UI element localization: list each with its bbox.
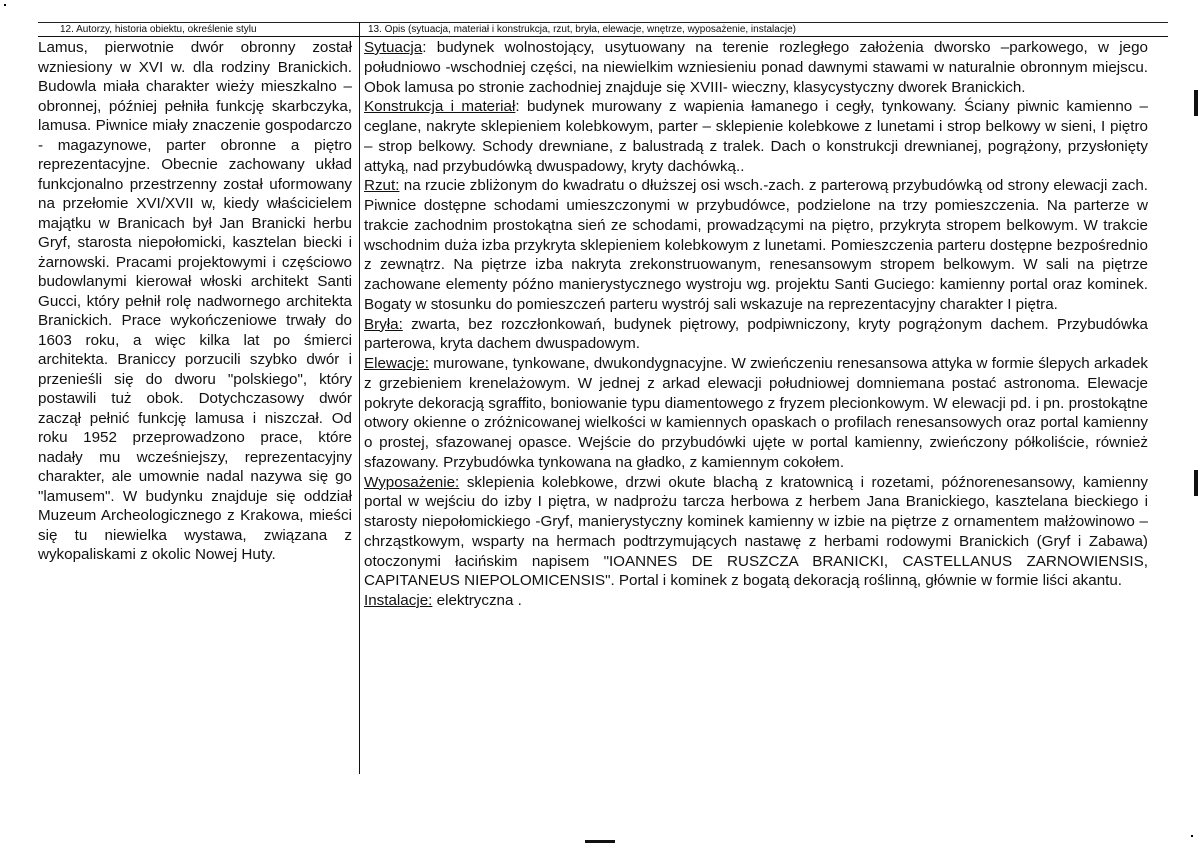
section-konstrukcja: Konstrukcja i materiał: budynek murowany z wapienia łamanego i cegły, tynkowany. Ściany piwnic kamienno –ceglane, nakryte sklepieniem kolebkowym, parter – sklepienie kolebkowe z lunetami i strop belkowy w sieni, I piętro – strop belkowy. Schody drewniane, z balustradą z tralek. Dach o konstrukcji drewnianej, pogrążony, przysłonięty attyką, nad przybudówką dwuspadowy, kryty dachówką..	[364, 98, 1148, 175]
section-text: budynek murowany z wapienia łamanego i cegły, tynkowany. Ściany piwnic kamienno –ceglane, nakryte sklepieniem kolebkowym, parter – sklepienie kolebkowe z lunetami i strop belkowy w sieni, I piętro – strop belkowy. Schody drewniane, z balustradą z tralek. Dach o konstrukcji drewnianej, pogrążony, przysłonięty attyką, nad przybudówką dwuspadowy, kryty dachówką..	[364, 98, 1148, 175]
scan-speck	[1191, 835, 1193, 837]
section-label: Konstrukcja i materiał	[364, 98, 516, 116]
section-label: Elewacje:	[364, 355, 429, 372]
history-text: Lamus, pierwotnie dwór obronny został wzniesiony w XVI w. dla rodziny Branickich. Budowla miała charakter wieży mieszkalno –obronnej, później pełniła funkcję skarbczyka, lamusa. Piwnice miały znaczenie gospodarczo - magazynowe, parter obronne a piętro reprezentacyjne. Obecnie zachowany układ funkcjonalno przestrzenny został uformowany na przełomie XVI/XVII w, kiedy właścicielem majątku w Branicach był Jan Branicki herbu Gryf, starosta niepołomicki, kasztelan biecki i żarnowski. Pracami projektowymi i częściowo budowlanymi kierował włoski architekt Santi Gucci, który pełnił rolę nadwornego architekta Branickich. Prace wykończeniowe trwały do 1603 roku, a więc kilka lat po śmierci architekta. Braniccy porzucili szybko dwór i przenieśli się do dworu "polskiego", który postawili tuż obok. Dotychczasowy dwór zaczął pełnić funkcję lamusa i niszczał. Od roku 1952 przeprowadzono prace, które nadały mu wcześniejszy, reprezentacyjny charakter, ale umownie nadal nazywa się go "lamusem". W budynku znajduje się oddział Muzeum Archeologicznego z Krakowa, mieści się tu niewielka wystawa, związana z wykopaliskami z okolic Nowej Huty.	[38, 39, 352, 563]
section-label: Bryła:	[364, 315, 403, 333]
section-label: Instalacje:	[364, 592, 433, 609]
section-text: na rzucie zbliżonym do kwadratu o dłuższej osi wsch.-zach. z parterową przybudówką od strony elewacji zach. Piwnice dostępne schodami umieszczonymi w przybudówce, podzielone na trzy pomieszczenia. Na parterze w trakcie zachodnim prostokątna sień ze schodami, prowadzącymi na piętro, przykryta stropem belkowym. W trakcie wschodnim duża izba przykryta sklepieniem kolebkowym z lunetami. Pomieszczenia parteru dostępne bezpośrednio z zewnątrz. Na piętrze izba nakryta zrekonstruowanym, renesansowym stropem belkowym. W sali na piętrze zachowane elementy późno manierystycznego wystroju wg. projektu Santi Guciego: kamienny portal oraz kominek. Bogaty w stosunku do pomieszczeń parteru wystrój sali wskazuje na reprezentacyjny charakter I piętra.	[364, 177, 1148, 313]
scan-speck	[4, 4, 6, 6]
history-column	[38, 38, 352, 565]
section-instalacje	[364, 591, 1148, 611]
header-rule	[38, 36, 1168, 37]
section-text: zwarta, bez rozczłonkowań, budynek piętrowy, podpiwniczony, kryty pogrążonym dachem. Przybudówka parterowa, kryta dachem dwuspadowym.	[364, 315, 1148, 353]
section-text: sklepienia kolebkowe, drzwi okute blachą z kratownicą i rozetami, późnorenesansowy, kamienny portal w wejściu do izby I piętra, w nadprożu tarcza herbowa z herbem Jana Branickiego, kasztelana bieckiego i starosty niepołomickiego -Gryf, manierystyczny kominek kamienny w izbie na piętrze z ornamentem małżowinowo – chrząstkowym, wsparty na hermach podtrzymujących nastawę z herbami rodowymi Branickich (Gryf i Zabawa) otoczonymi łacińskim napisem "IOANNES DE RUSZCZA BRANICKI, CASTELLANUS ZARNOWIENSIS, CAPITANEUS NIEPOLOMICENSIS". Portal i kominek z bogatą dekoracją roślinną, głównie w formie liści akantu.	[364, 473, 1148, 590]
section-text: murowane, tynkowane, dwukondygnacyjne. W zwieńczeniu renesansowa attyka w formie ślepych arkadek z grzebieniem krenelażowym. W jednej z arkad elewacji południowej domniemana postać astronoma. Elewacje pokryte dekoracją sgraffito, boniowanie typu diamentowego z fryzem plecionkowym. W elewacji pd. i pn. prostokątne otwory okienne o zróżnicowanej wielkości w kamiennych opaskach o profilach renesansowych oraz portal kamienny o prostej, sfazowanej opasce. Wejście do przybudówki ujęte w portal kamienny, zwieńczony półkoliście, również sfazowany. Przybudówka tynkowana na gładko, z kamiennym cokołem.	[364, 355, 1148, 471]
header-description: 13. Opis (sytuacja, materiał i konstrukcja, rzut, bryła, elewacje, wnętrze, wyposażenie, instalacje)	[368, 24, 796, 35]
section-label: Wyposażenie:	[364, 473, 460, 491]
header-top-rule	[38, 22, 1168, 23]
section-label: Sytuacja	[364, 39, 423, 56]
description-column	[364, 38, 1148, 611]
section-elewacje	[364, 354, 1148, 473]
scan-edge-mark	[1194, 470, 1198, 496]
section-rzut	[364, 176, 1148, 314]
section-sytuacja: Sytuacja: budynek wolnostojący, usytuowany na terenie rozległego założenia dworsko –parkowego, w jego południowo -wschodniej części, na niewielkim wzniesieniu ponad dawnymi stawami w naturalnie obronnym miejscu. Obok lamusa po stronie zachodniej znajduje się XVIII- wieczny, klasycystyczny dworek Branickich.	[364, 39, 1148, 96]
section-text: budynek wolnostojący, usytuowany na terenie rozległego założenia dworsko –parkowego, w jego południowo -wschodniej części, na niewielkim wzniesieniu ponad dawnymi stawami w naturalnie obronnym miejscu. Obok lamusa po stronie zachodniej znajduje się XVIII- wieczny, klasycystyczny dworek Branickich.	[364, 39, 1148, 96]
section-bryla	[364, 315, 1148, 355]
scan-edge-mark	[1194, 90, 1198, 116]
column-divider	[359, 22, 360, 774]
header-history: 12. Autorzy, historia obiektu, określenie stylu	[60, 24, 257, 35]
section-wyposazenie	[364, 473, 1148, 592]
section-label: Rzut:	[364, 177, 400, 195]
section-text: elektryczna .	[436, 592, 522, 609]
